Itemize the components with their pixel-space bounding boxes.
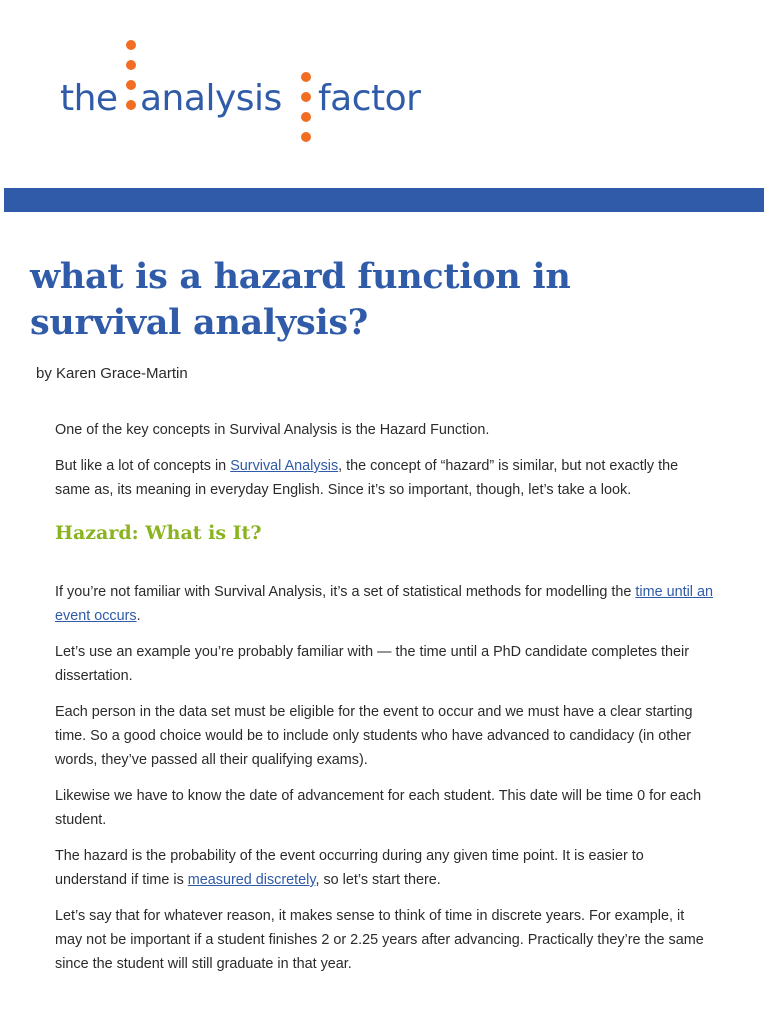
logo-dot — [301, 112, 311, 122]
paragraph-text: . — [136, 608, 141, 624]
paragraph-text: But like a lot of concepts in — [55, 458, 231, 474]
paragraph-text: The hazard is the probability of the event occurring during any given time point. It is easier to understand if time is — [55, 848, 644, 888]
header-bar — [4, 188, 764, 212]
paragraph — [55, 844, 715, 892]
paragraph: Each person in the data set must be eligible for the event to occur and we must have a clear starting time. So a good choice would be to include only students who have advanced to candidacy (in other words, they’ve passed all their qualifying exams). — [55, 704, 693, 768]
logo-dot — [126, 60, 136, 70]
time-until-event-link[interactable]: time until an event occurs — [55, 584, 713, 624]
paragraph-text: If you’re not familiar with Survival Analysis, it’s a set of statistical methods for modelling the — [55, 584, 636, 600]
paragraph — [55, 454, 715, 502]
logo-dot — [301, 72, 311, 82]
paragraph: Likewise we have to know the date of advancement for each student. This date will be time 0 for each student. — [55, 788, 702, 828]
logo-dot — [301, 92, 311, 102]
logo-word-analysis: analysis — [140, 78, 282, 119]
measured-discretely-link[interactable]: measured discretely — [187, 872, 316, 888]
article-body — [55, 418, 715, 988]
article-byline: by Karen Grace-Martin — [36, 365, 188, 382]
logo-word-the: the — [60, 78, 118, 119]
logo-dot — [126, 100, 136, 110]
logo-dot — [301, 132, 311, 142]
paragraph: Let’s say that for whatever reason, it makes sense to think of time in discrete years. For example, it may not be important if a student finishes 2 or 2.25 years after advancing. Practically they’re the same since the student will still graduate in that year. — [55, 908, 704, 972]
paragraph: Let’s use an example you’re probably familiar with — the time until a PhD candidate completes their dissertation. — [55, 644, 690, 684]
logo-dot — [126, 40, 136, 50]
paragraph-text: , the concept of “hazard” is similar, but not exactly the same as, its meaning in everyday English. Since it’s so important, though, let’s take a look. — [55, 458, 679, 498]
paragraph — [55, 580, 715, 628]
site-logo[interactable] — [60, 38, 440, 158]
logo-word-factor: factor — [318, 78, 421, 119]
paragraph: One of the key concepts in Survival Analysis is the Hazard Function. — [55, 422, 490, 438]
survival-analysis-link[interactable]: Survival Analysis — [230, 458, 339, 474]
article-title: what is a hazard function in survival analysis? — [30, 256, 571, 343]
logo-dot — [126, 80, 136, 90]
paragraph-text: , so let’s start there. — [315, 872, 441, 888]
section-heading: Hazard: What is It? — [55, 522, 262, 544]
